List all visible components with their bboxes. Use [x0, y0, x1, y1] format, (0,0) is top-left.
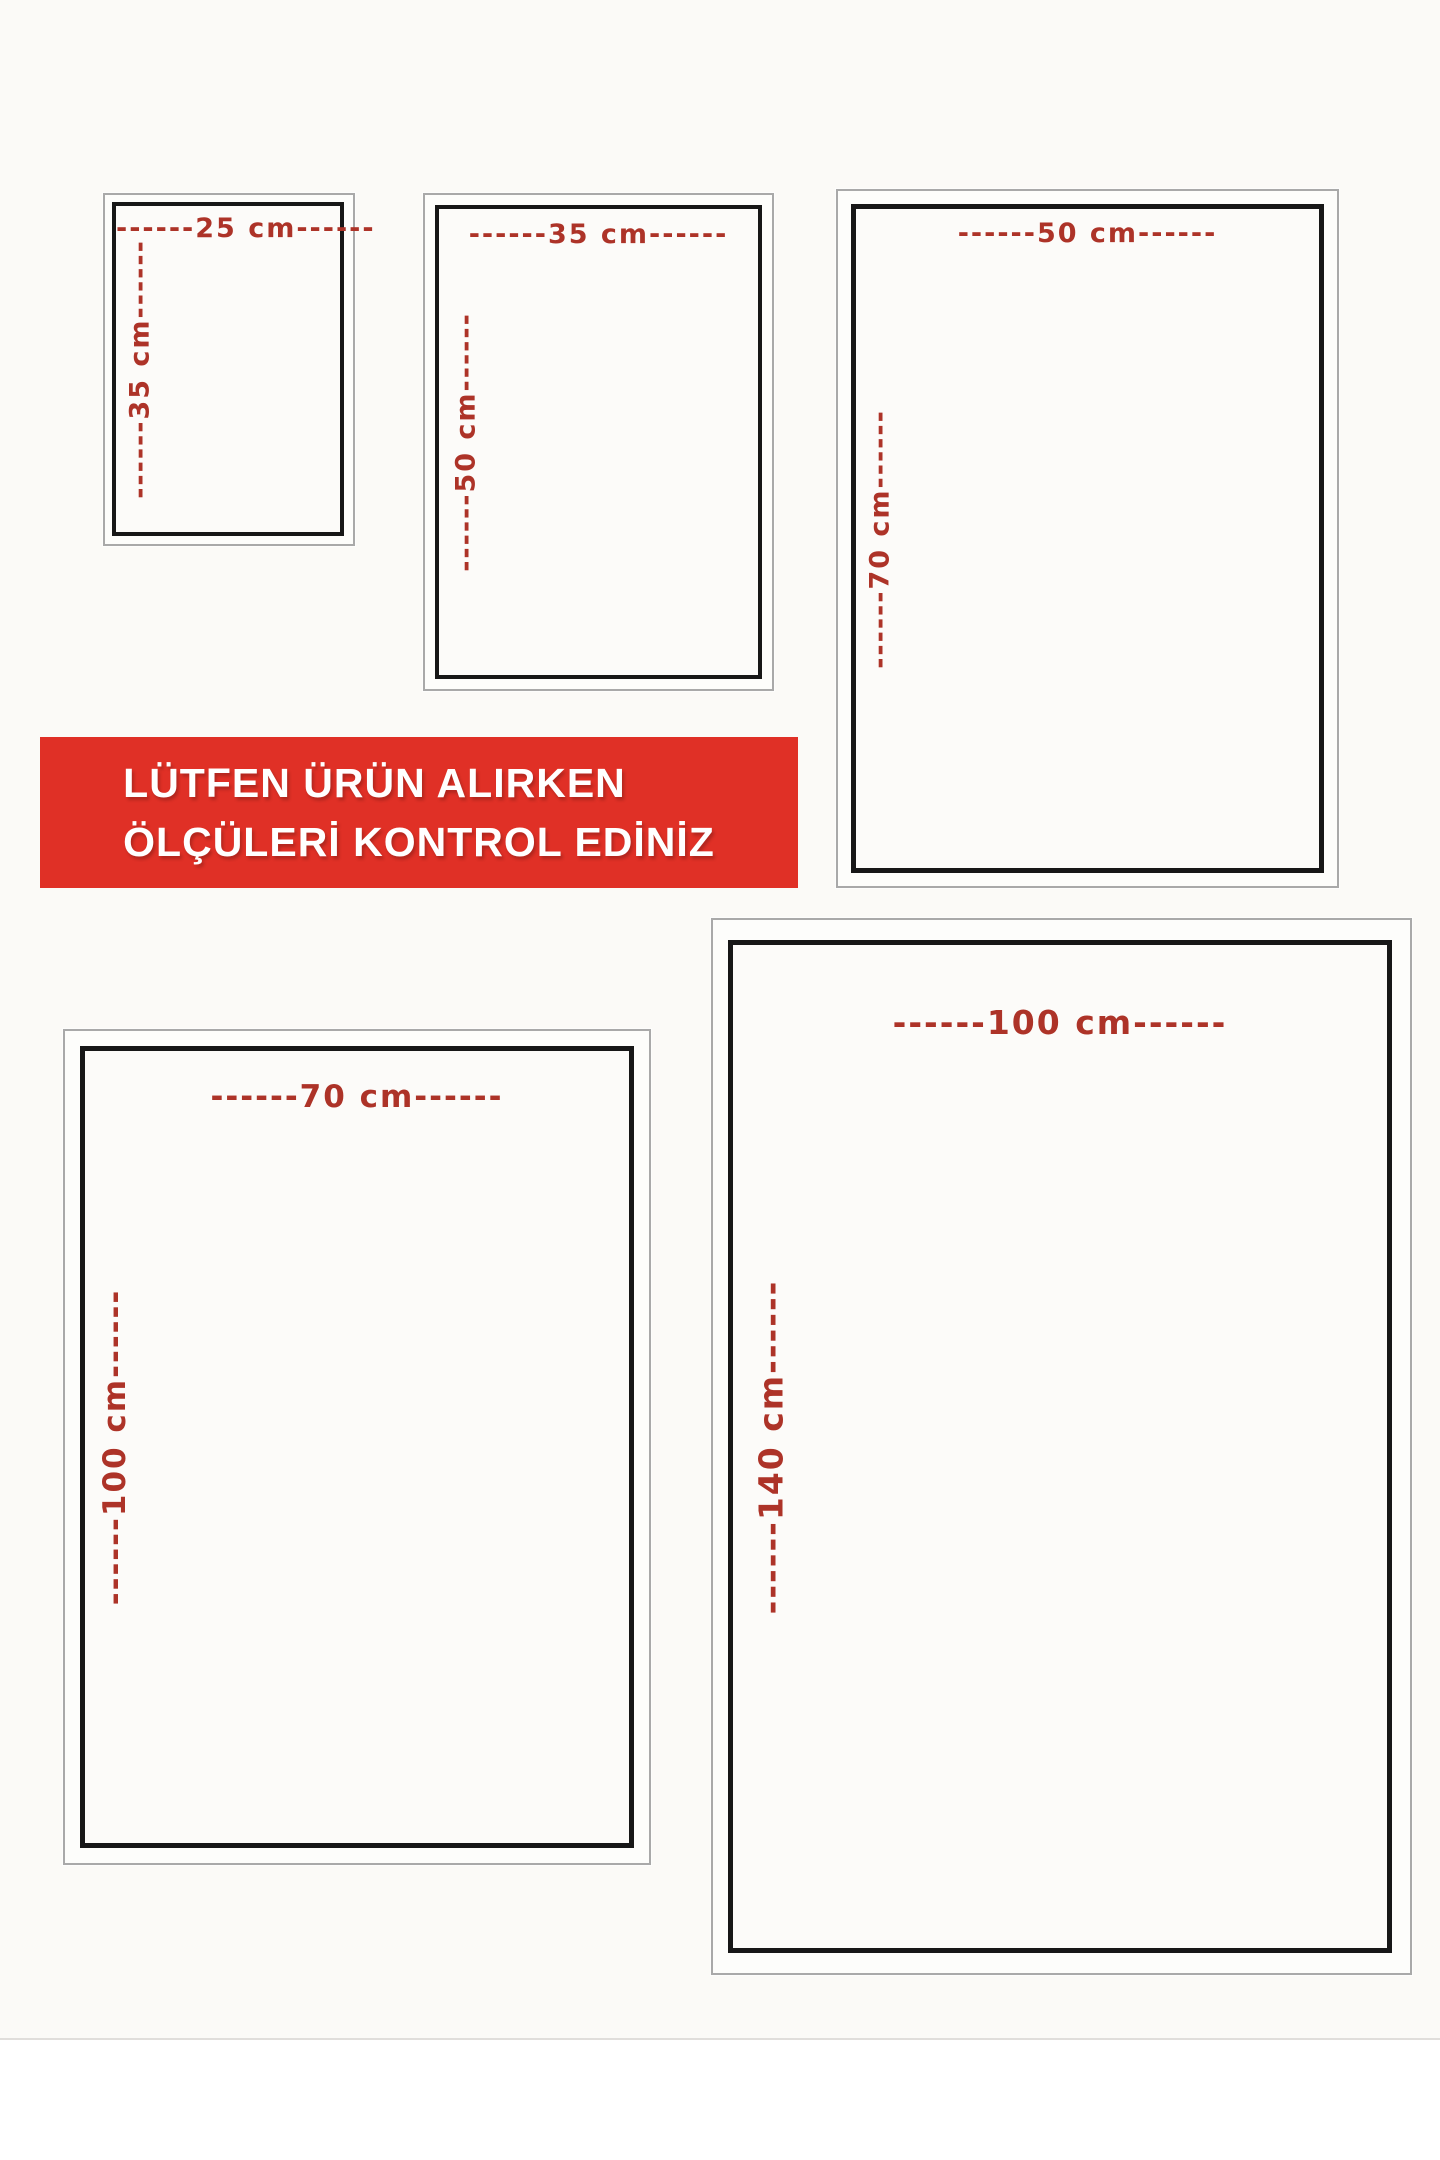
- width-dimension-label-100cm: ------100 cm------: [892, 1003, 1228, 1042]
- width-dimension-label-25cm: ------25 cm------: [116, 213, 376, 244]
- size-box-35x50-frame: [435, 205, 762, 679]
- notice-line-2: ÖLÇÜLERİ KONTROL EDİNİZ: [123, 818, 715, 865]
- width-dimension-label-70cm: ------70 cm------: [210, 1079, 504, 1115]
- height-dimension-label-50cm: ------50 cm------: [450, 312, 482, 572]
- notice-banner: [40, 737, 798, 888]
- size-box-70x100-frame: [80, 1046, 634, 1848]
- size-box-25x35-frame: [112, 202, 376, 536]
- height-dimension-label-35cm: ------35 cm------: [124, 239, 156, 499]
- height-dimension-label-140cm: ------140 cm------: [751, 1279, 791, 1614]
- size-box-100x140-frame: [728, 940, 1392, 1953]
- size-box-70x100: [63, 1029, 651, 1865]
- width-dimension-label-35cm: ------35 cm------: [468, 219, 729, 250]
- width-dimension-label-50cm: ------50 cm------: [957, 218, 1218, 249]
- size-box-50x70: [836, 189, 1339, 888]
- page-bottom-edge: [0, 2038, 1440, 2160]
- notice-banner-text: [123, 754, 715, 870]
- size-box-50x70-frame: [851, 204, 1324, 873]
- notice-line-1: LÜTFEN ÜRÜN ALIRKEN: [123, 760, 626, 807]
- size-box-25x35: [103, 193, 376, 546]
- size-box-35x50: [423, 193, 774, 691]
- height-dimension-label-100cm: ------100 cm------: [97, 1288, 133, 1606]
- size-box-100x140: [711, 918, 1412, 1975]
- height-dimension-label-70cm: ------70 cm------: [864, 408, 896, 669]
